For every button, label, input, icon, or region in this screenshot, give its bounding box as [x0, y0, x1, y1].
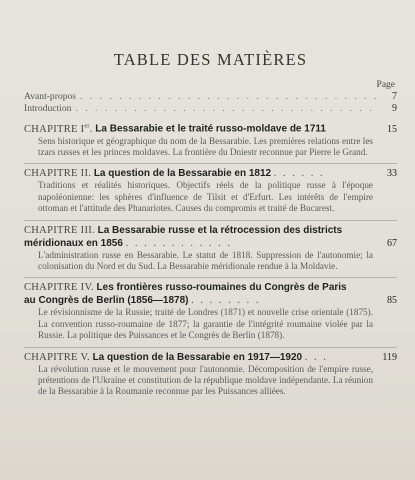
chapter-label: CHAPITRE II. [24, 168, 92, 180]
dot-leader: . . . . . . . . . . . . [125, 237, 232, 249]
front-matter-label: Introduction [24, 103, 72, 114]
chapter-summary: La révolution russe et le mouvement pour l'autonomie. Décomposition de l'empire russe, prétentions de l'Ukraine et constitution de la république moldave indépendante. La réunion de la Bessarabie à la Roumanie reconnue par les Puissances alliées. [38, 363, 373, 397]
front-matter-item [24, 103, 397, 115]
chapter-summary: L'administration russe en Bessarabie. Le statut de 1818. Suppression de l'autonomie; la colonisation du Nord et du Sud. La Bessarabie méridionale rendue à la Moldavie. [38, 249, 373, 271]
chapter-summary: Sens historique et géographique du nom de la Bessarabie. Les premières relations entre les tzars russes et les princes moldaves. La frontière du Dniestr reconnue par Pierre le Grand. [38, 135, 373, 157]
dot-leader: . . . [304, 351, 328, 363]
chapter-label: CHAPITRE IV. [24, 282, 94, 294]
page-title: TABLE DES MATIÈRES [113, 50, 308, 69]
chapter-summary: Le révisionnisme de la Russie; traité de Londres (1871) et nouvelle crise orientale (1875). La convention russo-roumaine de 1877; la garantie de l'intégrité roumaine violée par la Russie. La politique des Puissances et le Congrès de Berlin (1878). [38, 307, 373, 341]
chapter-label: CHAPITRE III. [24, 224, 95, 236]
chapter-title-line-2: au Congrès de Berlin (1856—1878) [24, 295, 189, 307]
chapter-title: Les frontières russo-roumaines du Congrès de Paris [96, 282, 347, 294]
chapter-heading-continued [24, 237, 397, 250]
chapter-heading-continued [24, 294, 397, 307]
page-column-header: Page [376, 80, 395, 90]
chapter-title: La question de la Bessarabie en 1812 [93, 168, 272, 180]
chapter-entry [24, 163, 397, 214]
front-matter-item [24, 91, 397, 103]
front-matter-label: Avant-propos [24, 91, 77, 102]
chapter-page: 33 [387, 168, 397, 180]
dot-leader [75, 103, 379, 114]
dot-leader: . . . . . . . . [191, 295, 261, 307]
chapter-title: La Bessarabie et le traité russo-moldave de 1711 [95, 123, 326, 135]
chapter-heading [24, 120, 397, 136]
chapter-label: CHAPITRE Ier. [24, 123, 93, 135]
chapter-heading [24, 351, 397, 364]
chapter-entry [24, 220, 397, 273]
dot-leader: . . . . . . [273, 168, 325, 180]
chapter-title-line-2: méridionaux en 1856 [24, 237, 123, 249]
front-matter-page: 7 [392, 91, 397, 102]
chapter-entry [24, 277, 397, 341]
front-matter-list [24, 91, 397, 115]
dot-leader [80, 91, 379, 102]
chapter-page: 85 [387, 295, 397, 307]
chapter-entry [24, 120, 397, 158]
chapter-summary: Traditions et réalités historiques. Objectifs réels de la politique russe à l'époque napoléonienne: les sphères d'influence de Tilsit et d'Erfurt. Les intérêts de l'empire ottoman et l'attitude des Phanariotes. Causes du compromis et traité de Bucarest. [38, 180, 373, 214]
chapter-heading [24, 224, 397, 237]
chapter-heading [24, 281, 397, 294]
chapter-page: 67 [387, 237, 397, 249]
chapter-heading [24, 167, 397, 180]
chapter-label: CHAPITRE V. [24, 351, 90, 363]
chapter-page: 15 [387, 123, 397, 135]
front-matter-page: 9 [392, 103, 397, 114]
chapter-title: La Bessarabie russe et la rétrocession des districts [97, 224, 343, 236]
chapter-entry [24, 347, 397, 398]
chapter-title: La question de la Bessarabie en 1917—1920 [92, 351, 303, 363]
chapter-page: 119 [382, 351, 397, 363]
